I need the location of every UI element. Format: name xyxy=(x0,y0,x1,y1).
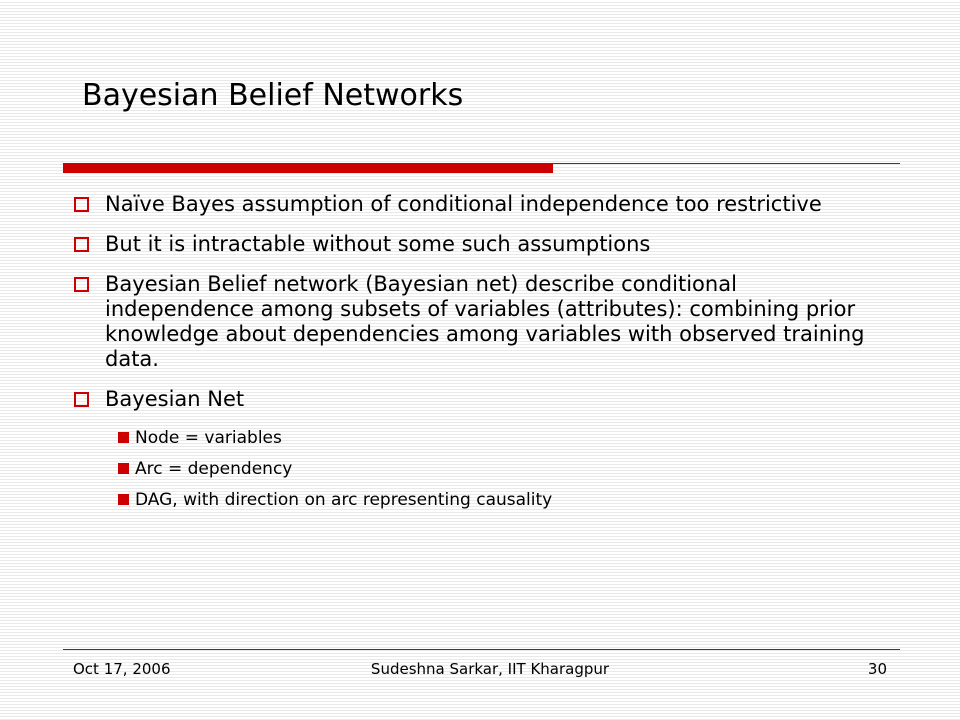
filled-square-bullet-icon xyxy=(118,432,129,443)
bullet-item xyxy=(72,232,892,257)
bullet-text: Naïve Bayes assumption of conditional independence too restrictive xyxy=(105,192,822,216)
filled-square-bullet-icon xyxy=(118,494,129,505)
bullet-item xyxy=(72,272,892,372)
hollow-square-bullet-icon xyxy=(74,237,89,252)
filled-square-bullet-icon xyxy=(118,463,129,474)
footer-date: Oct 17, 2006 xyxy=(73,660,171,678)
hollow-square-bullet-icon xyxy=(74,392,89,407)
footer-author: Sudeshna Sarkar, IIT Kharagpur xyxy=(370,660,610,678)
bullet-text: Bayesian Net xyxy=(105,387,245,411)
bullet-text: Bayesian Belief network (Bayesian net) describe conditional independence among subsets of variables (attributes): combining prior knowledge about dependencies among variables with observed training data. xyxy=(105,272,865,371)
title-underline-thick xyxy=(63,163,553,173)
hollow-square-bullet-icon xyxy=(74,197,89,212)
bullet-text: But it is intractable without some such assumptions xyxy=(105,232,651,256)
sub-bullet-text: Arc = dependency xyxy=(135,459,293,479)
sub-bullet-text: Node = variables xyxy=(135,428,282,448)
page-number: 30 xyxy=(867,660,887,678)
bullet-item xyxy=(72,387,892,412)
bullet-item xyxy=(72,192,892,217)
sub-bullet-text: DAG, with direction on arc representing causality xyxy=(135,490,553,510)
slide-content xyxy=(72,192,892,520)
sub-bullet-item xyxy=(105,489,892,511)
footer-divider xyxy=(63,649,900,650)
title-underline-thin xyxy=(553,163,900,164)
sub-bullet-item xyxy=(105,427,892,449)
slide-title: Bayesian Belief Networks xyxy=(82,78,464,113)
sub-bullet-list xyxy=(105,427,892,511)
hollow-square-bullet-icon xyxy=(74,277,89,292)
sub-bullet-item xyxy=(105,458,892,480)
